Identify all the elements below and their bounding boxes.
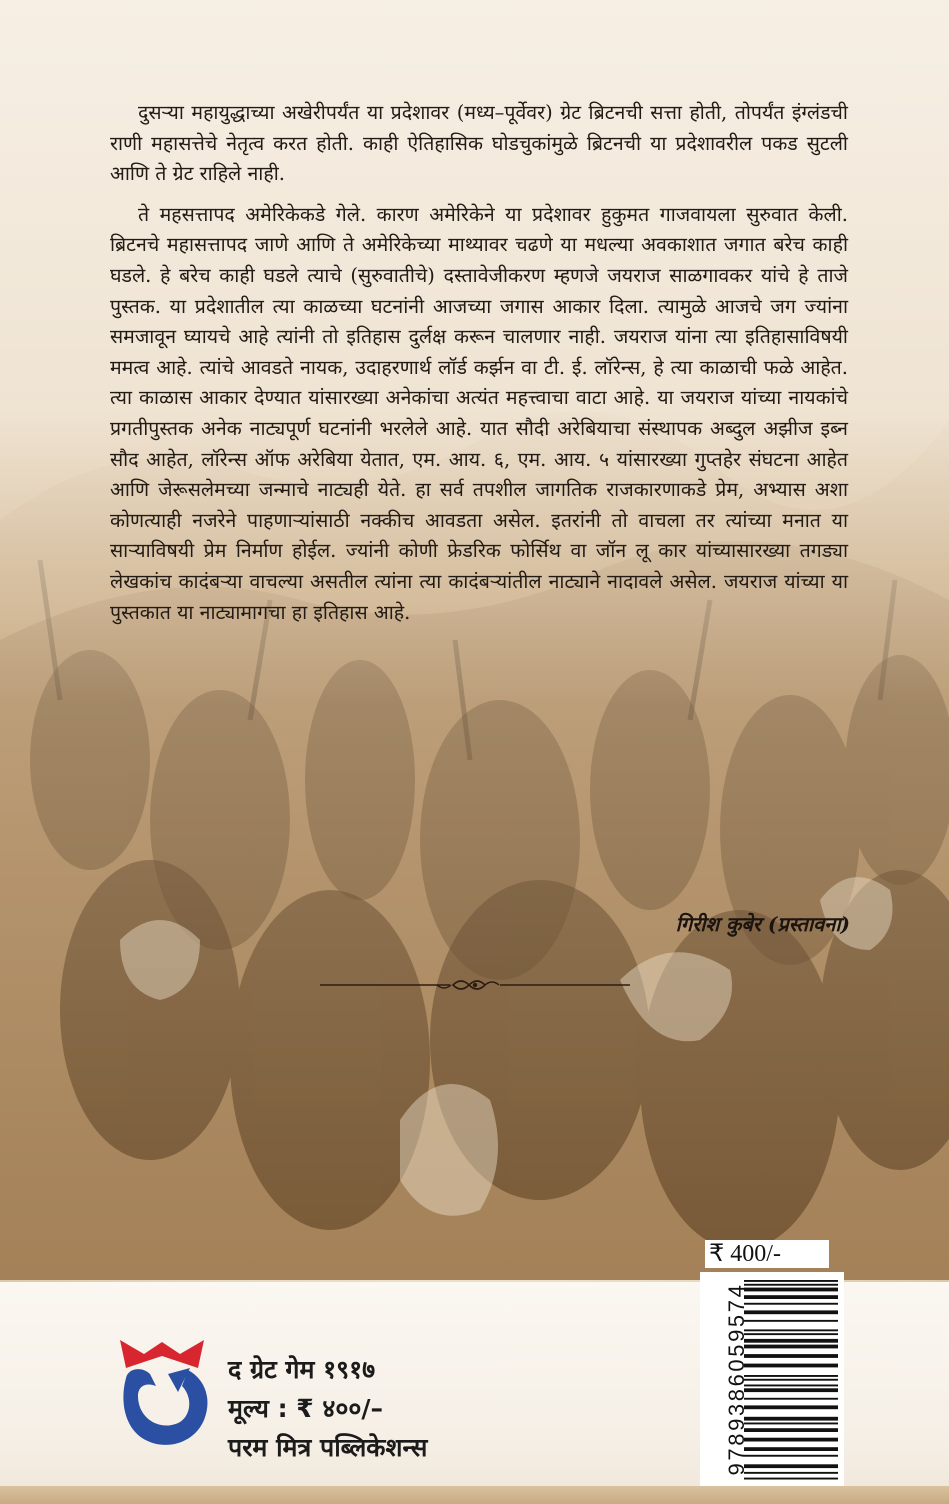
barcode-bar — [744, 1303, 838, 1305]
barcode — [700, 1272, 844, 1486]
barcode-bar — [744, 1385, 838, 1387]
barcode-bar — [744, 1379, 838, 1381]
barcode-bar — [744, 1478, 838, 1480]
barcode-bar — [744, 1423, 838, 1425]
divider-ornament — [320, 975, 630, 995]
barcode-bar — [744, 1284, 838, 1286]
book-price: मूल्य : ₹ ४००/– — [228, 1394, 384, 1423]
barcode-icon — [700, 1272, 844, 1486]
barcode-bar — [744, 1398, 838, 1400]
barcode-bar — [744, 1464, 838, 1468]
barcode-bar — [744, 1320, 838, 1322]
barcode-bar — [744, 1288, 838, 1292]
barcode-bar — [744, 1472, 838, 1474]
publisher-logo-icon — [106, 1334, 216, 1454]
barcode-bar — [744, 1438, 838, 1442]
barcode-bar — [744, 1310, 838, 1314]
blurb-paragraph: दुसऱ्या महायुद्धाच्या अखेरीपर्यंत या प्रदेशावर (मध्य–पूर्वेवर) ग्रेट ब्रिटनची सत्ता होती, तोपर्यंत इंग्लंडची राणी महासत्तेचे नेतृत्व करत होती. काही ऐतिहासिक घोडचुकांमुळे ब्रिटनची या प्रदेशावरील पकड सुटली आणि ते ग्रेट राहिले नाही. — [110, 101, 848, 186]
barcode-bar — [744, 1388, 838, 1392]
barcode-bar — [744, 1339, 838, 1343]
barcode-bar — [744, 1295, 838, 1299]
barcode-bar — [744, 1354, 838, 1358]
book-title: द ग्रेट गेम १९१७ — [228, 1355, 376, 1384]
barcode-bar — [744, 1333, 838, 1335]
blurb-paragraph: ते महसत्तापद अमेरिकेकडे गेले. कारण अमेरिकेने या प्रदेशावर हुकुमत गाजवायला सुरुवात केली. ब्रिटनचे महासत्तापद जाणे आणि ते अमेरिकेच्या माथ्यावर चढणे या मधल्या अवकाशात जगात बरेच काही घडले. हे बरेच काही घडले त्याचे (सुरुवातीचे) दस्तावेजीकरण म्हणजे जयराज साळगावकर यांचे हे ताजे पुस्तक. या प्रदेशातील त्या काळच्या घटनांनी आजच्या जगास आकार दिला. त्यामुळे आजचे जग ज्यांना समजावून घ्यायचे आहे त्यांनी तो इतिहास दुर्लक्ष करून चालणार नाही. जयराज यांना त्या इतिहासाविषयी ममत्व आहे. त्यांचे आवडते नायक, उदाहरणार्थ लॉर्ड कर्झन वा टी. ई. लॉरेन्स, हे त्या काळाची फळे आहेत. त्या काळास आकार देण्यात यांसारख्या अनेकांचा अत्यंत महत्त्वाचा वाटा आहे. या जयराज यांच्या नायकांचे प्रगतीपुस्तक अनेक नाट्यपूर्ण घटनांनी भरलेले आहे. यात सौदी अरेबियाचा संस्थापक अब्दुल अझीज इब्न सौद आहेत, लॉरेन्स ऑफ अरेबिया येतात, एम. आय. ६, एम. आय. ५ यांसारख्या गुप्तहेर संघटना आहेत आणि जेरूसलेमच्या जन्माचे नाट्यही येते. हा सर्व तपशील जागतिक राजकारणाकडे प्रेम, अभ्यास अशा कोणत्याही नजरेने पाहणाऱ्यांसाठी नक्कीच आवडता असेल. इतरांनी तो वाचला तर त्यांच्या मनात या साऱ्याविषयी प्रेम निर्माण होईल. ज्यांनी कोणी फ्रेडरिक फोर्सिथ वा जॉन लू कार यांच्यासारख्या तगड्या लेखकांच कादंबऱ्या वाचल्या असतील त्यांना त्या कादंबऱ्यांतील नाट्याने नादावले असेल. जयराज यांच्या या पुस्तकात या नाट्यामागचा हा इतिहास आहे. — [110, 202, 848, 624]
blurb-text — [110, 98, 848, 638]
barcode-bar — [744, 1405, 838, 1409]
isbn-number: 9789386059574 — [724, 1282, 749, 1476]
bottom-edge — [0, 1486, 949, 1504]
publisher-name: परम मित्र पब्लिकेशन्स — [228, 1433, 428, 1462]
barcode-bar — [744, 1455, 838, 1457]
barcode-bar — [744, 1280, 838, 1282]
blurb-signature: गिरीश कुबेर (प्रस्तावना) — [675, 912, 850, 936]
barcode-bar — [744, 1375, 838, 1377]
barcode-bar — [744, 1364, 838, 1368]
barcode-bar — [744, 1428, 838, 1432]
barcode-bar — [744, 1417, 838, 1421]
book-info — [228, 1350, 427, 1467]
barcode-bar — [744, 1329, 838, 1331]
price-sticker: ₹ 400/- — [705, 1240, 829, 1268]
barcode-bar — [744, 1345, 838, 1349]
barcode-bar — [744, 1447, 838, 1451]
